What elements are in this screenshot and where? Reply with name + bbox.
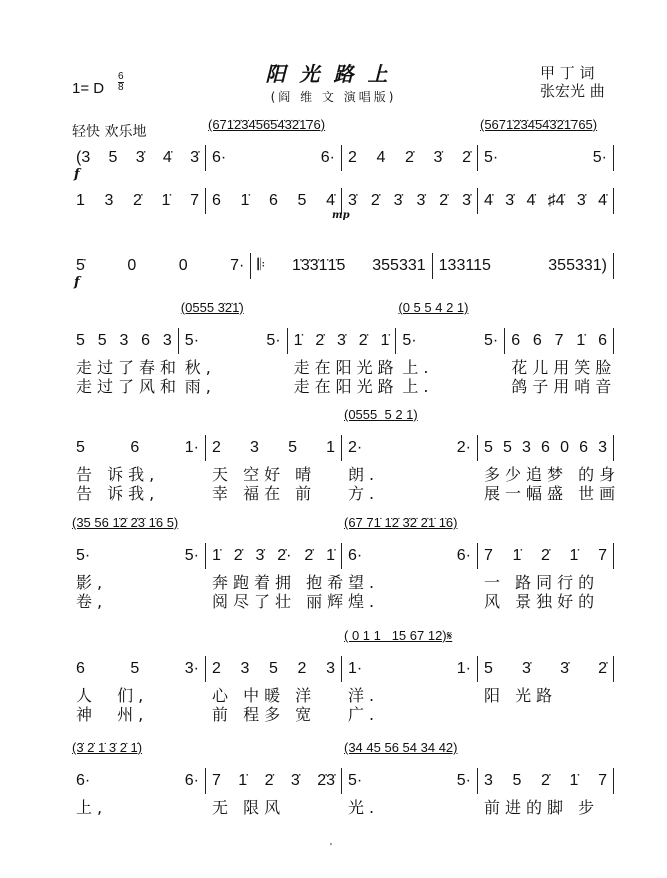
- note: 6: [532, 332, 542, 349]
- note: 3̇: [290, 772, 300, 789]
- instrumental-fill: (34 45 56 54 34 42): [344, 740, 458, 755]
- note: 6·: [212, 149, 227, 166]
- note: 1̇: [238, 772, 248, 789]
- lyric-segment: 上,: [76, 798, 108, 817]
- note: 6: [269, 192, 278, 209]
- measure: [70, 740, 206, 794]
- score-system: [70, 253, 614, 290]
- note: 4: [376, 149, 386, 166]
- measure: [478, 543, 614, 569]
- lyrics-verse-2: [70, 484, 621, 503]
- measure: [342, 740, 478, 794]
- note: 7: [212, 772, 221, 789]
- score-system: [70, 628, 614, 724]
- note: 1·: [348, 660, 363, 677]
- lyrics-verse-2: [70, 705, 614, 724]
- note: 6: [141, 332, 151, 349]
- measure: [206, 117, 342, 171]
- note: 5: [484, 660, 493, 677]
- note: 2: [212, 660, 221, 677]
- lyric-segment: 神 州,: [76, 705, 149, 724]
- note: 5·: [184, 547, 199, 564]
- key-signature: 1= D: [72, 80, 105, 97]
- note: 5·: [402, 332, 417, 349]
- measure-row: [70, 628, 614, 682]
- measure-notes: [212, 768, 335, 794]
- measure-notes: [348, 435, 471, 461]
- measure: [505, 328, 614, 354]
- lyrics-verse-2: [70, 377, 617, 396]
- note: 5·: [184, 332, 200, 349]
- note: 1̇3̇3̇1̇1̇5: [291, 257, 346, 274]
- lyric-segment: 方.: [348, 484, 380, 503]
- note: 0: [560, 439, 569, 456]
- note: 355331): [548, 257, 607, 274]
- tempo-marking: 轻快 欢乐地: [72, 124, 147, 140]
- note: 3: [326, 660, 335, 677]
- note: 6·: [76, 772, 91, 789]
- measure-notes: [348, 768, 471, 794]
- lyric-segment: 光.: [348, 798, 380, 817]
- note: 3̇: [348, 192, 357, 209]
- note: 1: [326, 439, 335, 456]
- measure-notes: [257, 253, 425, 279]
- instrumental-fill: (0555 5 2 1): [344, 407, 418, 422]
- instrumental-fill: (671̇2̇3̇4̇5̇6̇5̇4̇3̇2̇1̇76): [208, 117, 326, 132]
- lyric-segment: 影,: [76, 573, 108, 592]
- measure-row: [70, 253, 614, 279]
- note: 4̇: [526, 192, 536, 209]
- lyricist: 甲 丁 词: [540, 64, 595, 82]
- measure: [478, 656, 614, 682]
- measure-notes: [212, 435, 335, 461]
- lyric-segment: 告 诉我,: [76, 484, 160, 503]
- note: 3: [484, 772, 493, 789]
- instrumental-fill: (3̇ 2̇ 1̇ 3̇ 2̇ 1̇): [72, 740, 143, 755]
- measure-notes: [484, 188, 607, 214]
- note: 4̇: [598, 192, 607, 209]
- lyrics-verse-1: [70, 358, 617, 377]
- measure-notes: [185, 328, 281, 354]
- note: 5: [297, 192, 307, 209]
- note: 1̇: [512, 547, 522, 564]
- lyric-segment: [478, 705, 614, 724]
- lyric-segment: 心 中暖 洋: [212, 686, 317, 705]
- measure: [342, 628, 478, 682]
- dynamic-marking: f: [74, 167, 80, 182]
- score-system: [70, 515, 614, 611]
- measure-row: [70, 740, 614, 794]
- dynamic-marking: f: [74, 275, 80, 290]
- note: 1̇: [161, 192, 171, 209]
- lyric-segment: 上.: [402, 358, 434, 377]
- note: 2̇: [304, 547, 314, 564]
- note: 6·: [320, 149, 335, 166]
- note: 5·: [456, 772, 471, 789]
- lyric-segment: 鸽子用哨音: [511, 377, 617, 396]
- note: 3̇: [560, 660, 569, 677]
- note: 2·: [348, 439, 363, 456]
- note: 5·: [348, 772, 363, 789]
- note: 3̇: [135, 149, 145, 166]
- measure-notes: [439, 253, 607, 279]
- measure: [288, 328, 397, 354]
- measure-notes: [212, 188, 335, 214]
- lyric-segment: 告 诉我,: [76, 465, 160, 484]
- measure-notes: [212, 656, 335, 682]
- note: 3: [119, 332, 129, 349]
- instrumental-fill: (5671̇2̇3̇4̇5̇4̇3̇2̇1̇765): [480, 117, 598, 132]
- measure: [342, 188, 478, 214]
- lyrics-verse-1: [70, 465, 621, 484]
- note: 4̇: [484, 192, 493, 209]
- lyric-segment: 秋,: [184, 358, 216, 377]
- note: 355331: [372, 257, 426, 274]
- note: 3̇: [337, 332, 346, 349]
- dynamic-marking: mp: [332, 210, 350, 221]
- note: 2̇: [233, 547, 243, 564]
- measure: [206, 768, 342, 794]
- note: 5·: [484, 149, 499, 166]
- note: 𝄆: [257, 257, 266, 274]
- note: 0: [127, 257, 137, 274]
- measure-notes: [402, 328, 498, 354]
- measure-notes: [76, 435, 199, 461]
- note: 5̇: [76, 257, 85, 274]
- measure-row: [70, 300, 614, 354]
- note: 5: [97, 332, 107, 349]
- lyric-segment: 卷,: [76, 592, 108, 611]
- lyrics-verse-1: [70, 686, 614, 705]
- lyric-segment: 走在阳光路: [293, 377, 399, 396]
- note: 5·: [76, 547, 91, 564]
- note: 1·: [456, 660, 471, 677]
- note: 2̇: [315, 332, 325, 349]
- note: 5: [288, 439, 297, 456]
- measure: [206, 543, 342, 569]
- lyric-segment: 走在阳光路: [293, 358, 399, 377]
- note: 3·: [184, 660, 199, 677]
- note: 2·: [456, 439, 471, 456]
- lyric-segment: 奔跑着拥 抱希: [212, 573, 349, 592]
- measure-notes: [348, 188, 471, 214]
- note: 2̇3̇: [317, 772, 335, 789]
- note: 1̇: [569, 547, 579, 564]
- measure-notes: [484, 656, 607, 682]
- measure-notes: [484, 435, 607, 461]
- note: 7: [484, 547, 493, 564]
- note: 5·: [266, 332, 281, 349]
- lyric-segment: 阅尽了壮 丽辉: [212, 592, 349, 611]
- lyric-segment: 多少追梦 的身: [484, 465, 621, 484]
- note: 1: [76, 192, 85, 209]
- note: 6: [579, 439, 588, 456]
- note: 3̇: [462, 192, 471, 209]
- measure: [70, 435, 206, 461]
- measure: [342, 407, 478, 461]
- measure-row: [70, 407, 614, 461]
- measure: [179, 300, 288, 354]
- note: 2̇: [370, 192, 380, 209]
- note: 3̇: [576, 192, 586, 209]
- measure-notes: [76, 543, 199, 569]
- note: 3̇: [433, 149, 443, 166]
- measure-notes: [294, 328, 390, 354]
- lyrics-verse-1: [70, 798, 614, 817]
- note: 2̇: [541, 772, 550, 789]
- note: (3: [76, 149, 91, 166]
- note: 7: [554, 332, 564, 349]
- measure: [70, 188, 206, 214]
- measure: [396, 300, 505, 354]
- measure-notes: [484, 768, 607, 794]
- page-mark: ': [330, 842, 332, 853]
- note: 6·: [348, 547, 363, 564]
- note: 5: [269, 660, 278, 677]
- instrumental-fill: (0555 3̇2̇1̇): [180, 300, 244, 315]
- measure: [342, 515, 478, 569]
- note: 7: [598, 772, 607, 789]
- time-signature: [118, 72, 124, 93]
- lyrics-verse-1: [70, 573, 614, 592]
- note: 5: [76, 439, 85, 456]
- note: 2̇: [439, 192, 449, 209]
- note: 4̇: [326, 192, 335, 209]
- note: 1̇: [569, 772, 579, 789]
- measure: [70, 145, 206, 171]
- note: 6: [511, 332, 521, 349]
- note: 5: [108, 149, 118, 166]
- note: 3̇: [255, 547, 265, 564]
- instrumental-fill: ( 0 1 1 15 67 12)𝄋: [344, 628, 453, 643]
- lyric-segment: 前进的脚 步: [484, 798, 600, 817]
- note: 6: [541, 439, 550, 456]
- note: 2̇: [541, 547, 550, 564]
- note: 3: [522, 439, 531, 456]
- note: 3̇: [416, 192, 426, 209]
- note: 5: [512, 772, 522, 789]
- note: 2: [212, 439, 221, 456]
- note: 2̇: [405, 149, 414, 166]
- measure: [478, 188, 614, 214]
- score-system: [70, 188, 614, 221]
- note: 6: [598, 332, 607, 349]
- measure-row: [70, 515, 614, 569]
- instrumental-fill: (67 71̇ 1̇2̇ 3̇2̇ 2̇1̇ 1̇6): [344, 515, 458, 530]
- note: 1̇: [293, 332, 303, 349]
- measure-notes: [76, 656, 199, 682]
- note: 4̇: [162, 149, 172, 166]
- measure-notes: [76, 253, 244, 279]
- measure-notes: [348, 656, 471, 682]
- note: 133115: [438, 257, 491, 274]
- lyric-segment: 朗.: [348, 465, 380, 484]
- note: 1·: [184, 439, 199, 456]
- note: 3: [240, 660, 250, 677]
- note: 2: [297, 660, 307, 677]
- measure: [70, 656, 206, 682]
- measure: [70, 253, 251, 279]
- note: 5·: [592, 149, 607, 166]
- time-signature-bottom: 8: [118, 82, 124, 93]
- score-system: [70, 300, 617, 396]
- note: 5: [130, 660, 140, 677]
- lyric-segment: 阳 光路: [484, 686, 558, 705]
- note: 2̇: [358, 332, 368, 349]
- lyric-segment: 幸 福在 前: [212, 484, 317, 503]
- note: 6: [76, 660, 85, 677]
- measure-notes: [484, 145, 607, 171]
- measure: [342, 145, 478, 171]
- note: 0: [178, 257, 188, 274]
- note: 7: [598, 547, 607, 564]
- note: 3̇: [393, 192, 403, 209]
- measure: [70, 515, 206, 569]
- time-signature-top: 6: [118, 71, 124, 82]
- measure-notes: [212, 145, 335, 171]
- measure: [206, 435, 342, 461]
- lyric-segment: 天 空好 晴: [212, 465, 317, 484]
- note: 3: [162, 332, 172, 349]
- note: 3̇: [505, 192, 515, 209]
- note: 1̇: [380, 332, 390, 349]
- lyric-segment: 无 限风: [212, 798, 286, 817]
- measure: [206, 656, 342, 682]
- note: 2̇: [133, 192, 142, 209]
- note: 1̇: [326, 547, 335, 564]
- lyric-segment: 走过了风和: [76, 377, 182, 396]
- note: 7: [190, 192, 199, 209]
- song-subtitle: (阎 维 文 演唱版): [270, 90, 397, 104]
- lyric-segment: 人 们,: [76, 686, 149, 705]
- lyric-segment: 雨,: [184, 377, 216, 396]
- measure-notes: [348, 543, 471, 569]
- lyric-segment: 前 程多 宽: [212, 705, 317, 724]
- song-title: 阳光路上: [265, 62, 402, 86]
- note: 5: [76, 332, 85, 349]
- score-system: [70, 407, 621, 503]
- note: 1̇: [576, 332, 586, 349]
- lyric-segment: 广.: [348, 705, 380, 724]
- lyric-segment: 走过了春和: [76, 358, 182, 377]
- lyric-segment: 展一幅盛 世画: [484, 484, 621, 503]
- note: 3̇: [522, 660, 531, 677]
- measure: [70, 328, 179, 354]
- composer: 张宏光 曲: [540, 82, 605, 100]
- note: 2̇: [264, 772, 274, 789]
- note: 5: [484, 439, 493, 456]
- score-system: [70, 740, 614, 817]
- note: 2̇·: [277, 547, 292, 564]
- lyric-segment: 上.: [402, 377, 434, 396]
- lyric-segment: 煌.: [348, 592, 380, 611]
- measure-notes: [484, 543, 607, 569]
- measure: [478, 435, 614, 461]
- note: 3: [250, 439, 259, 456]
- note: 5: [503, 439, 512, 456]
- note: 6·: [456, 547, 471, 564]
- measure-notes: [212, 543, 335, 569]
- note: 6: [212, 192, 221, 209]
- measure: [433, 253, 614, 279]
- note: 2̇: [598, 660, 607, 677]
- lyric-segment: 风 景独好的: [484, 592, 600, 611]
- note: 2: [348, 149, 357, 166]
- measure-notes: [76, 328, 172, 354]
- note: ♯4̇: [547, 192, 565, 209]
- measure-notes: [76, 145, 199, 171]
- note: 6: [130, 439, 140, 456]
- lyrics-verse-2: [70, 592, 614, 611]
- note: 2̇: [462, 149, 471, 166]
- note: 3̇: [190, 149, 199, 166]
- measure: [206, 188, 342, 214]
- measure-notes: [348, 145, 471, 171]
- instrumental-fill: (35 56 1̇2̇ 2̇3̇ 1̇6 5): [72, 515, 179, 530]
- lyric-segment: 望.: [348, 573, 380, 592]
- instrumental-fill: (0 5 5 4 2 1): [398, 300, 469, 315]
- note: 3: [598, 439, 607, 456]
- lyric-segment: 花儿用笑脸: [511, 358, 617, 377]
- note: 5·: [483, 332, 499, 349]
- note: 7·: [230, 257, 245, 274]
- lyric-segment: 洋.: [348, 686, 380, 705]
- note: 1̇: [240, 192, 250, 209]
- measure: [478, 117, 614, 171]
- measure: [478, 768, 614, 794]
- measure-notes: [76, 188, 199, 214]
- note: 1̇: [212, 547, 221, 564]
- measure-notes: [76, 768, 199, 794]
- lyric-segment: 一 路同行的: [484, 573, 600, 592]
- note: 3: [104, 192, 114, 209]
- note: 6·: [184, 772, 199, 789]
- measure-notes: [511, 328, 607, 354]
- measure: [251, 253, 432, 279]
